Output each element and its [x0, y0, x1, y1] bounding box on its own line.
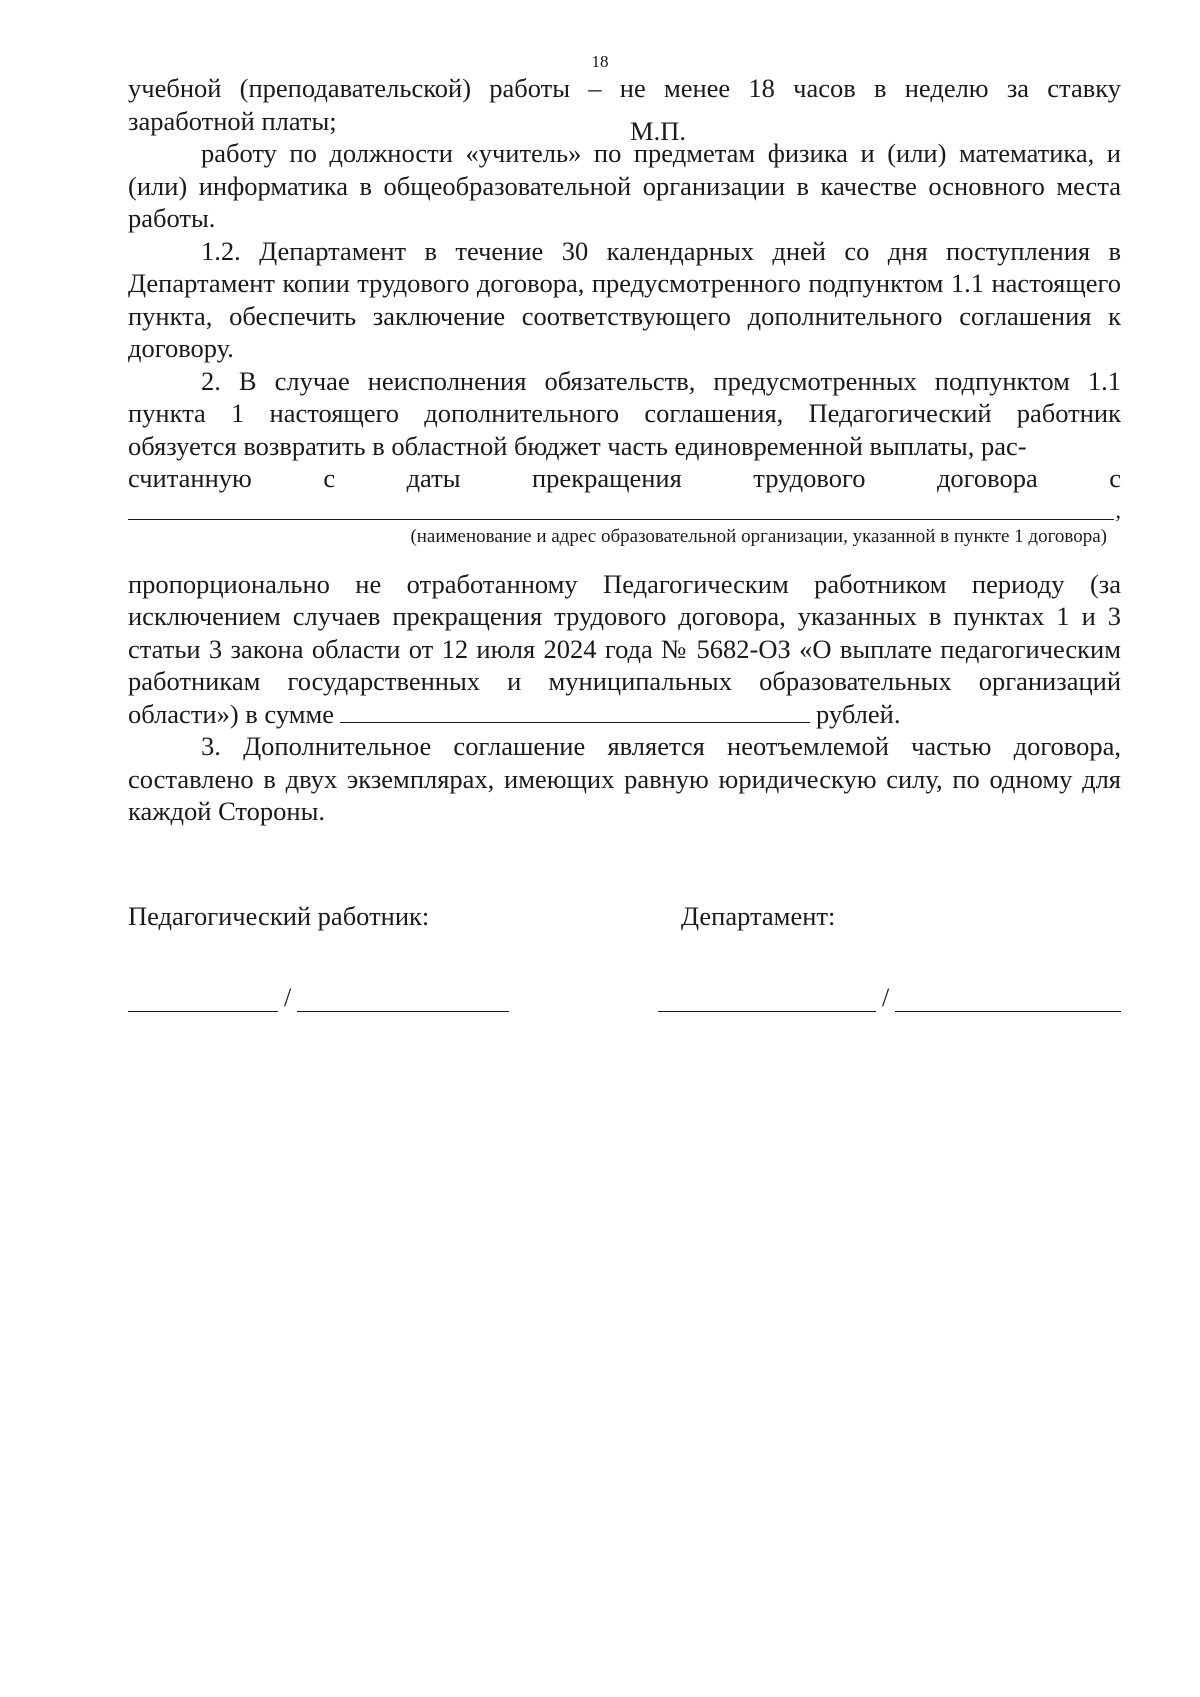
word: считанную: [128, 463, 252, 493]
paragraph-teacher-position: работу по должности «учитель» по предметам физика и (или) математика, и (или) информатика в общеобразовательной организации в качестве основного места работы.: [128, 138, 1121, 233]
department-signature-field: [658, 983, 876, 1012]
word: с: [1109, 463, 1121, 493]
teacher-signature-field: [128, 983, 278, 1012]
organization-blank-line: [128, 497, 1121, 523]
word: с: [323, 463, 336, 493]
signature-slash: /: [882, 983, 890, 1012]
paragraph-proportional-return: [128, 568, 1121, 731]
department-name-field: [895, 983, 1121, 1012]
organization-caption: (наименование и адрес образовательной организации, указанной в пункте 1 договора): [410, 525, 1107, 547]
blank-comma: ,: [1115, 497, 1121, 523]
paragraph-teaching-hours: учебной (преподавательской) работы – не менее 18 часов в неделю за ставку заработной платы;: [128, 73, 1121, 136]
teacher-signature-line: [128, 980, 509, 1012]
organization-fill-line: [128, 501, 1114, 520]
department-signature-label: Департамент:: [681, 901, 836, 931]
paragraph-3: 3. Дополнительное соглашение является неотъемлемой частью договора, составлено в двух экземплярах, имеющих равную юридическую силу, по одному для каждой Стороны.: [128, 731, 1121, 826]
page-number: 18: [591, 52, 609, 71]
teacher-signature-label: Педагогический работник:: [128, 901, 430, 931]
department-signature-line: [658, 980, 1121, 1012]
word: даты: [406, 463, 461, 493]
paragraph-1-2: 1.2. Департамент в течение 30 календарных дней со дня поступления в Департамент копии трудового договора, предусмотренного подпунктом 1.1 настоящего пункта, обеспечить заключение соответствующего дополнительного соглашения к договору.: [128, 235, 1121, 363]
sum-fill-line: [340, 700, 810, 723]
teacher-name-field: [297, 983, 509, 1012]
signature-slash: /: [284, 983, 292, 1012]
word: трудового: [753, 463, 866, 493]
paragraph-2: 2. В случае неисполнения обязательств, предусмотренных подпунктом 1.1 пункта 1 настоящего дополнительного соглашения, Педагогический работник обязуется возвратить в областной бюджет часть единовременной выплаты, рас-: [128, 365, 1121, 461]
word: договора: [936, 463, 1038, 493]
paragraph-proportional-return-text: пропорционально не отработанному Педагогическим работником периоду (за исключением случаев прекращения трудового договора, указанных в пунктах 1 и 3 статьи 3 закона области от 12 июля 2024 года № 5682-ОЗ «О выплате педагогическим работникам государственных и муниципальных образовательных организаций области») в сумме: [128, 568, 1121, 729]
word: прекращения: [532, 463, 682, 493]
document-body: [128, 72, 1121, 828]
stamp-place-label: М.П.: [630, 116, 686, 146]
currency-label: рублей.: [816, 698, 901, 729]
paragraph-2-last-line: [128, 462, 1121, 495]
